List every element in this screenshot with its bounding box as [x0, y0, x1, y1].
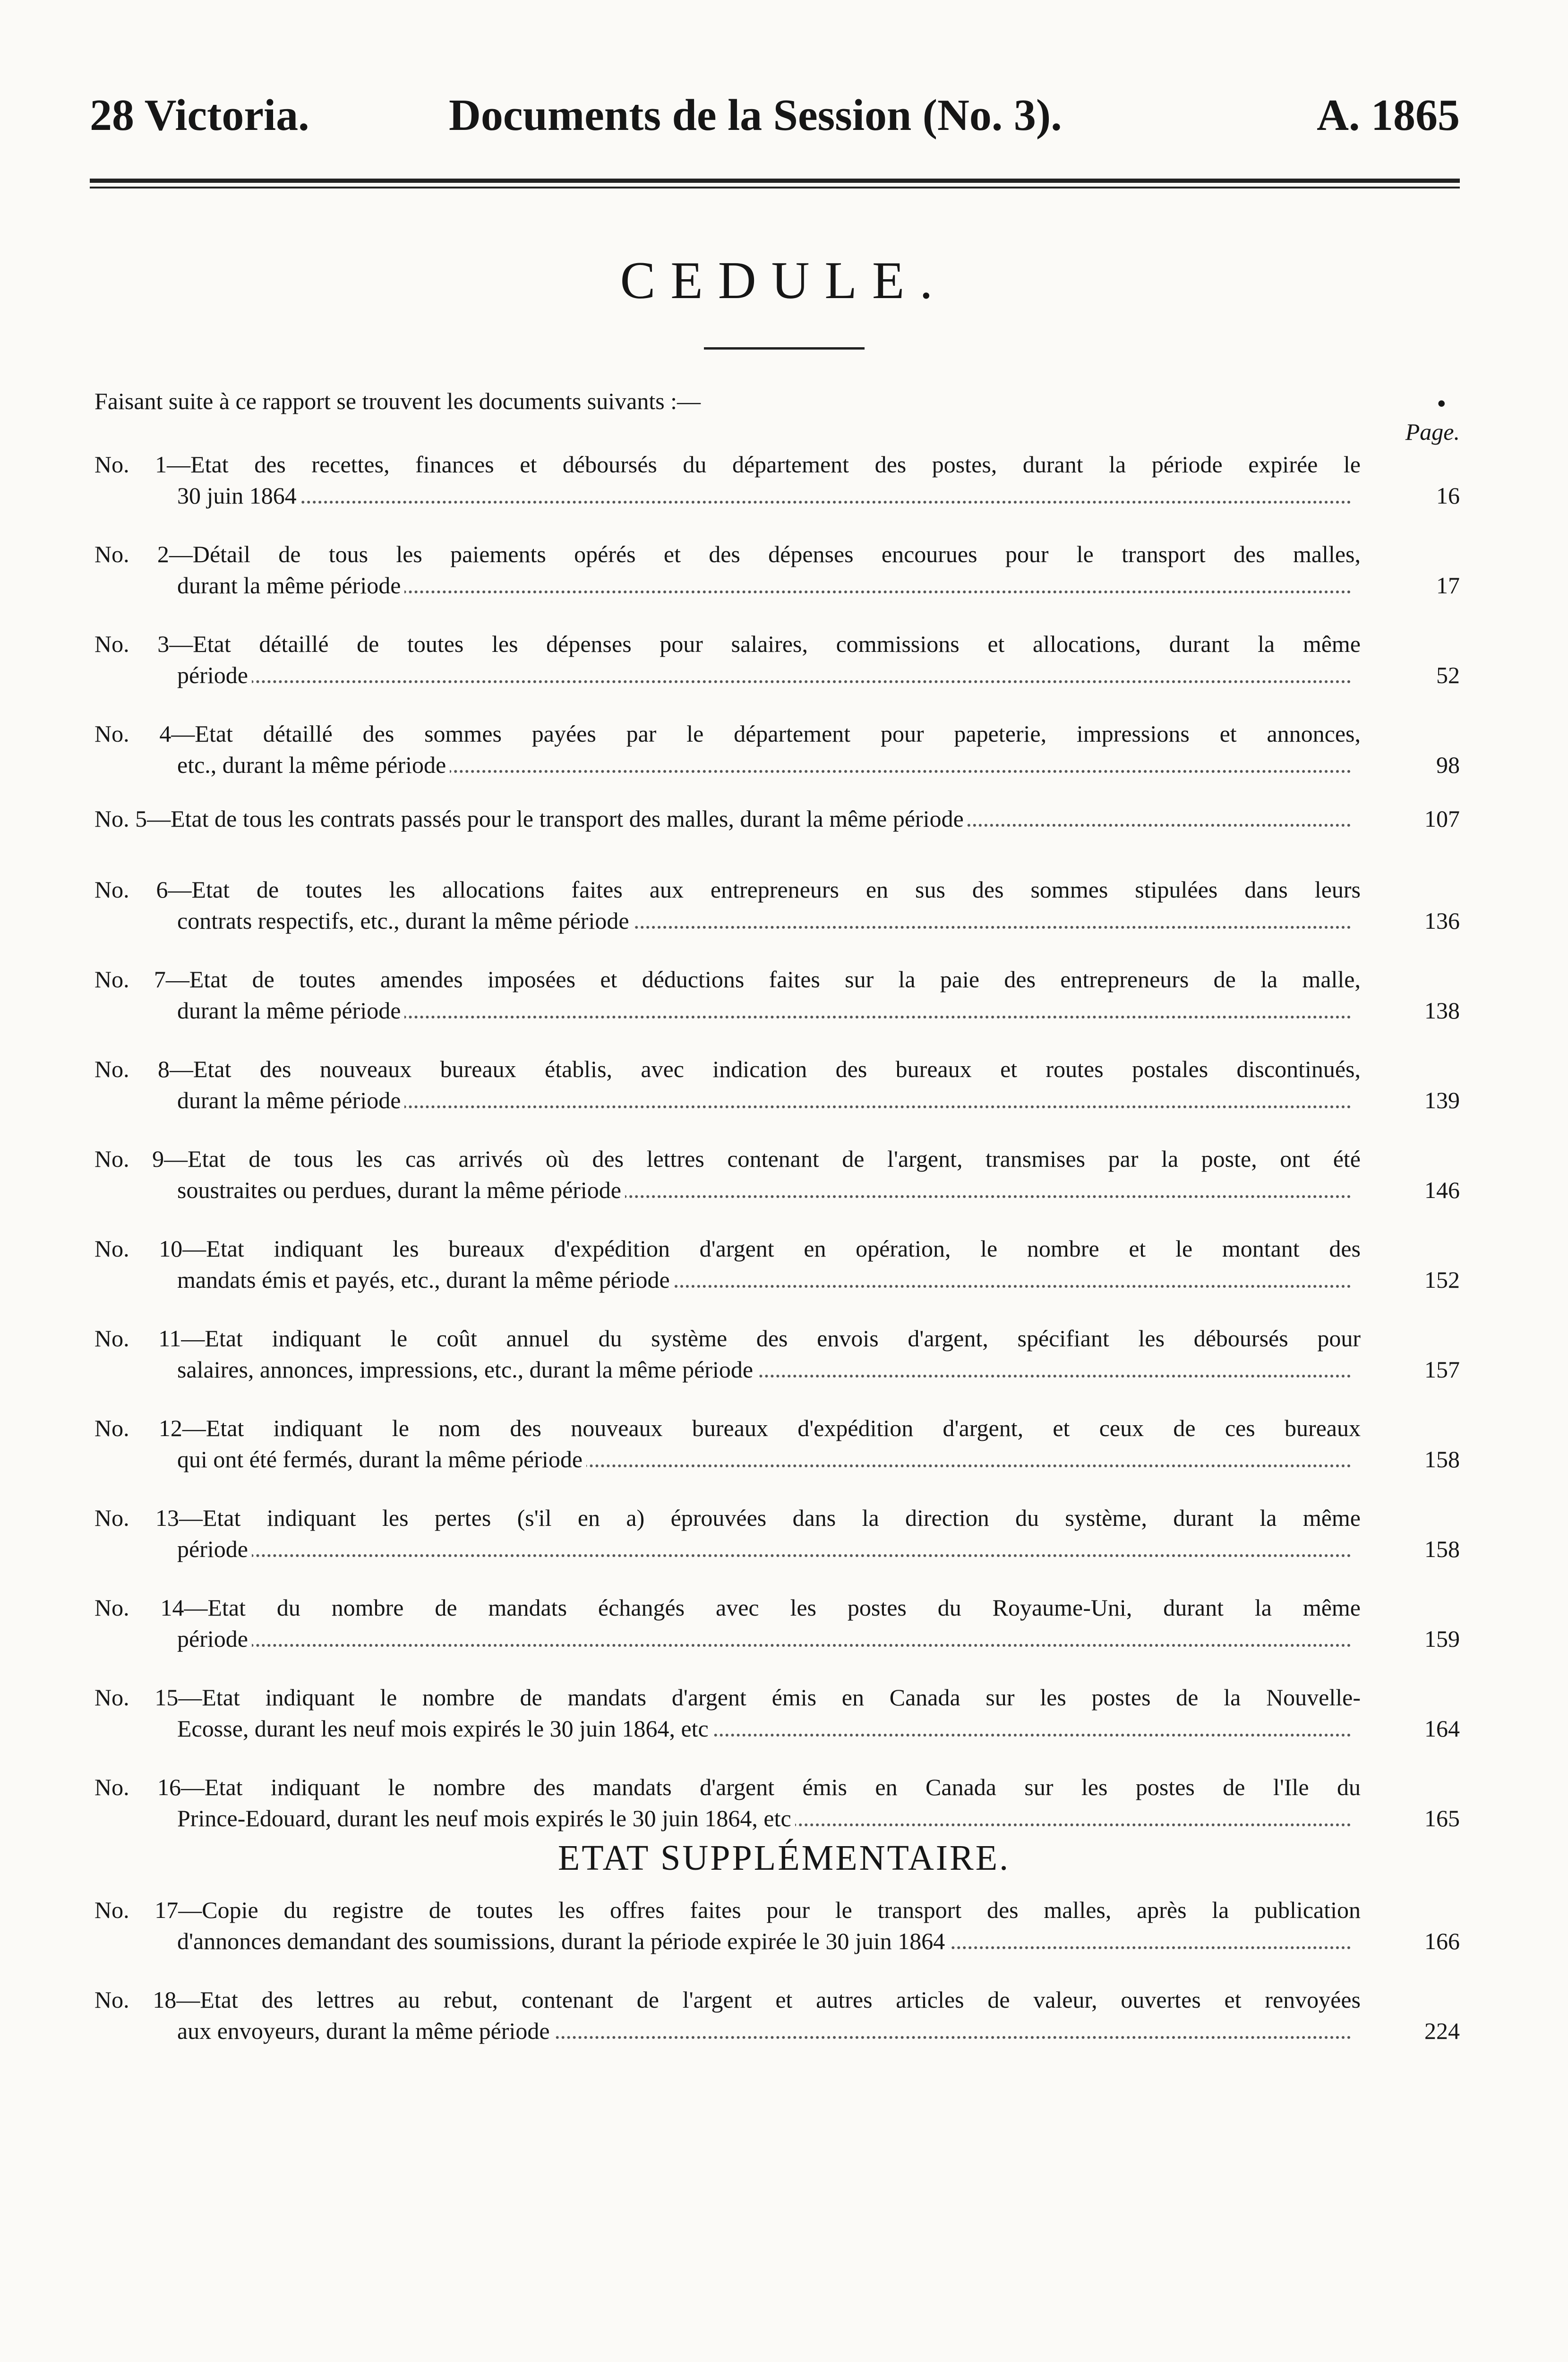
entry-page-number: 17	[1436, 572, 1460, 599]
header-year: A. 1865	[1317, 91, 1460, 140]
schedule-entry	[94, 1143, 1460, 1206]
schedule-entry	[94, 718, 1460, 780]
entry-page-number: 52	[1436, 662, 1460, 688]
entry-text-continued: Ecosse, durant les neuf mois expirés le 30 juin 1864, etc	[177, 1715, 712, 1742]
schedule-entry	[94, 874, 1460, 936]
schedule-entry	[94, 1233, 1460, 1295]
entry-text-continued: 30 juin 1864	[177, 482, 300, 509]
entry-page-number: 139	[1424, 1087, 1460, 1113]
schedule-entry	[94, 539, 1460, 601]
entry-text-continued: d'annonces demandant des soumissions, durant la période expirée le 30 juin 1864	[177, 1928, 949, 1954]
entry-text: No. 12—Etat indiquant le nom des nouveaux bureaux d'expédition d'argent, et ceux de ces bureaux	[94, 1415, 1361, 1441]
supplement-title: ETAT SUPPLÉMENTAIRE.	[557, 1838, 1011, 1878]
schedule-entry	[94, 1323, 1460, 1385]
entry-text-continued: durant la même période	[177, 1087, 404, 1113]
entry-text: No. 18—Etat des lettres au rebut, contenant de l'argent et autres articles de valeur, ouvertes et renvoyées	[94, 1986, 1361, 2013]
entry-text: No. 15—Etat indiquant le nombre de mandats d'argent émis en Canada sur les postes de la Nouvelle-	[94, 1684, 1361, 1711]
entry-text: No. 1—Etat des recettes, finances et déboursés du département des postes, durant la période expirée le	[94, 451, 1361, 478]
entry-text: No. 3—Etat détaillé de toutes les dépenses pour salaires, commissions et allocations, durant la même	[94, 631, 1361, 657]
schedule-entry	[94, 1682, 1460, 1744]
schedule-entry	[94, 628, 1460, 691]
entry-text: No. 17—Copie du registre de toutes les offres faites pour le transport des malles, après la publication	[94, 1897, 1361, 1923]
intro-text: Faisant suite à ce rapport se trouvent les documents suivants :—	[94, 388, 701, 414]
entry-text-continued: durant la même période	[177, 997, 404, 1024]
entry-text: No. 5—Etat de tous les contrats passés pour le transport des malles, durant la même période	[94, 805, 968, 832]
dot-leader	[177, 1554, 1351, 1557]
entry-text: No. 6—Etat de toutes les allocations faites aux entrepreneurs en sus des sommes stipulées dans leurs	[94, 876, 1361, 903]
entry-text-continued: qui ont été fermés, durant la même période	[177, 1446, 586, 1472]
entry-text-continued: aux envoyeurs, durant la même période	[177, 2018, 554, 2044]
entry-page-number: 136	[1424, 907, 1460, 934]
schedule-entry	[94, 1772, 1460, 1834]
entry-page-number: 166	[1424, 1928, 1460, 1954]
header-volume: 28 Victoria.	[90, 91, 309, 140]
dot-leader	[177, 501, 1351, 504]
entry-page-number: 164	[1424, 1715, 1460, 1742]
title-divider	[704, 347, 865, 350]
dot-leader	[177, 1644, 1351, 1647]
schedule-entry	[94, 964, 1460, 1026]
schedule-entry	[94, 1984, 1460, 2046]
entry-page-number: 138	[1424, 997, 1460, 1024]
schedule-entry	[94, 1412, 1460, 1475]
entry-page-number: 16	[1436, 482, 1460, 509]
dot-leader	[177, 680, 1351, 683]
header-document-title: Documents de la Session (No. 3).	[449, 91, 1062, 140]
page-column-label	[1351, 390, 1460, 445]
entry-text: No. 14—Etat du nombre de mandats échangés avec les postes du Royaume-Uni, durant la même	[94, 1594, 1361, 1621]
entry-text: No. 8—Etat des nouveaux bureaux établis, avec indication des bureaux et routes postales discontinués,	[94, 1056, 1361, 1082]
header-rule-thin	[90, 187, 1460, 188]
entry-text-continued: contrats respectifs, etc., durant la même période	[177, 907, 633, 934]
schedule-entry	[94, 1053, 1460, 1116]
entry-text-continued: Prince-Edouard, durant les neuf mois expirés le 30 juin 1864, etc	[177, 1805, 795, 1831]
entry-text: No. 2—Détail de tous les paiements opérés et des dépenses encourues pour le transport des malles,	[94, 541, 1361, 567]
entry-page-number: 152	[1424, 1267, 1460, 1293]
entry-text-continued: période	[177, 1536, 252, 1562]
entry-text: No. 13—Etat indiquant les pertes (s'il en a) éprouvées dans la direction du système, durant la même	[94, 1505, 1361, 1531]
page-column-label-text: Page.	[1405, 419, 1460, 445]
entry-text: No. 4—Etat détaillé des sommes payées par le département pour papeterie, impressions et annonces,	[94, 720, 1361, 747]
entry-text-continued: soustraites ou perdues, durant la même période	[177, 1177, 625, 1203]
entry-text-continued: période	[177, 1626, 252, 1652]
schedule-entry	[94, 1894, 1460, 1957]
page-title: CEDULE.	[620, 251, 948, 310]
entry-page-number: 158	[1424, 1536, 1460, 1562]
entry-text: No. 11—Etat indiquant le coût annuel du système des envois d'argent, spécifiant les déboursés pour	[94, 1325, 1361, 1352]
page-label-mark: •	[1437, 390, 1446, 417]
schedule-entry	[94, 803, 1460, 834]
entry-text: No. 10—Etat indiquant les bureaux d'expédition d'argent en opération, le nombre et le montant des	[94, 1235, 1361, 1262]
schedule-entry	[94, 1502, 1460, 1565]
entry-page-number: 98	[1436, 752, 1460, 778]
entry-page-number: 107	[1424, 805, 1460, 832]
entry-page-number: 157	[1424, 1356, 1460, 1383]
entry-page-number: 224	[1424, 2018, 1460, 2044]
entry-page-number: 158	[1424, 1446, 1460, 1472]
entry-text: No. 9—Etat de tous les cas arrivés où des lettres contenant de l'argent, transmises par la poste, ont été	[94, 1146, 1361, 1172]
schedule-entry	[94, 1592, 1460, 1654]
entry-page-number: 159	[1424, 1626, 1460, 1652]
header-rule-thick	[90, 179, 1460, 183]
running-header	[90, 90, 1460, 142]
entry-page-number: 146	[1424, 1177, 1460, 1203]
schedule-entry	[94, 449, 1460, 511]
entry-text-continued: mandats émis et payés, etc., durant la même période	[177, 1267, 674, 1293]
entry-text: No. 7—Etat de toutes amendes imposées et déductions faites sur la paie des entrepreneurs de la malle,	[94, 966, 1361, 993]
entry-page-number: 165	[1424, 1805, 1460, 1831]
entry-text-continued: salaires, annonces, impressions, etc., durant la même période	[177, 1356, 757, 1383]
entry-text-continued: durant la même période	[177, 572, 404, 599]
entry-text-continued: etc., durant la même période	[177, 752, 450, 778]
entry-text-continued: période	[177, 662, 252, 688]
entry-text: No. 16—Etat indiquant le nombre des mandats d'argent émis en Canada sur les postes de l'Ile du	[94, 1774, 1361, 1800]
